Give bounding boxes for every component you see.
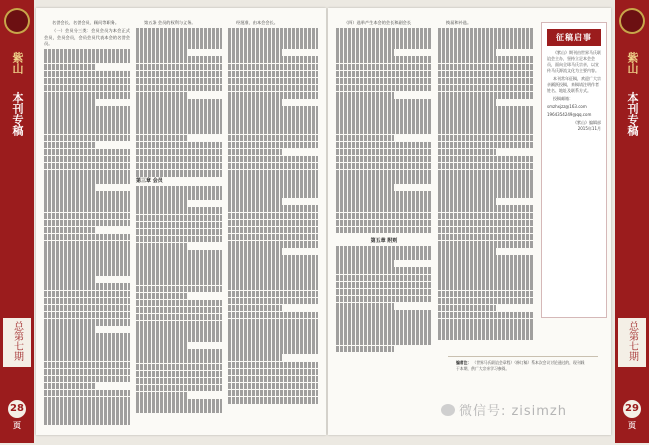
seal-icon	[4, 8, 30, 34]
left-page	[36, 8, 326, 435]
wechat-icon	[441, 404, 455, 416]
right-side-bar	[615, 0, 649, 443]
paragraph: （一）会员分三类：会员会员为本会正式会员，会员会员，会员会员代表本会的名誉会员。	[44, 28, 130, 47]
notice-signature: 《紫山》编辑部	[573, 120, 601, 125]
issue-label: 总第七期	[3, 318, 31, 367]
editor-note-text: （世界马氏联谊会章程）（修订稿）系本次会议讨论通过的，现刊载于本期，供广大宗亲学习参阅。	[456, 360, 585, 371]
page-suffix: 页	[628, 421, 636, 430]
notice-title: 征稿启事	[547, 29, 601, 46]
paragraph: （四）选举产生本会的会长和副会长	[344, 20, 412, 25]
side-title: 紫山	[11, 52, 24, 74]
notice-date: 2015年11月	[577, 126, 601, 131]
editor-note-label: 编者注：	[456, 360, 472, 365]
side-subtitle: 本刊专稿	[11, 92, 24, 136]
left-side-bar	[0, 0, 34, 443]
article-column-1	[44, 20, 130, 445]
section-heading: 第五章 附则	[370, 238, 398, 245]
article-column-2	[136, 20, 222, 416]
paragraph: 名誉会长、名誉会员、顾问等职务。	[52, 20, 120, 25]
body-text-lines	[336, 246, 432, 356]
article-column-3	[228, 20, 318, 424]
section-heading: 第三章 会员	[136, 178, 163, 185]
paragraph: 经批准、由本会会长。	[236, 20, 278, 25]
divider	[448, 356, 598, 357]
page-number: 29	[623, 400, 641, 418]
page-number: 28	[8, 400, 26, 418]
call-for-papers-box	[541, 22, 607, 318]
notice-paragraph: 本刊常年征稿，欢迎广大宗亲踊跃投稿，来稿请注明作者姓名、地址及联系方式。	[547, 76, 601, 93]
watermark-text: 微信号: zisimzh	[458, 404, 567, 419]
notice-email-label: 投稿邮箱：	[553, 96, 573, 101]
editor-note	[456, 360, 586, 371]
paragraph: 换届和补选。	[446, 20, 472, 25]
notice-email[interactable]: 1964354249@qq.com	[547, 112, 592, 117]
body-text-lines	[336, 28, 432, 238]
side-subtitle: 本刊专稿	[626, 92, 639, 136]
paragraph: 第五条 会员的权利与义务。	[144, 20, 196, 25]
seal-icon	[619, 8, 645, 34]
side-title: 紫山	[626, 52, 639, 74]
notice-paragraph: 《紫山》期刊由世界马氏联谊会主办，坚持立足本会会员，面向全球马氏宗亲，以宣传马氏源流文化为主要内容。	[547, 50, 601, 73]
article-column-4	[336, 20, 432, 356]
right-page	[328, 8, 611, 435]
body-text-lines	[136, 186, 222, 416]
issue-label: 总第七期	[618, 318, 646, 367]
wechat-watermark	[441, 400, 567, 419]
article-column-5	[438, 20, 534, 348]
body-text-lines	[438, 28, 534, 348]
notice-body	[542, 50, 606, 118]
body-text-lines	[44, 49, 130, 445]
page-suffix: 页	[13, 421, 21, 430]
notice-email[interactable]: smzhxjzz@163.com	[547, 104, 587, 109]
body-text-lines	[136, 28, 222, 178]
body-text-lines	[228, 28, 318, 424]
